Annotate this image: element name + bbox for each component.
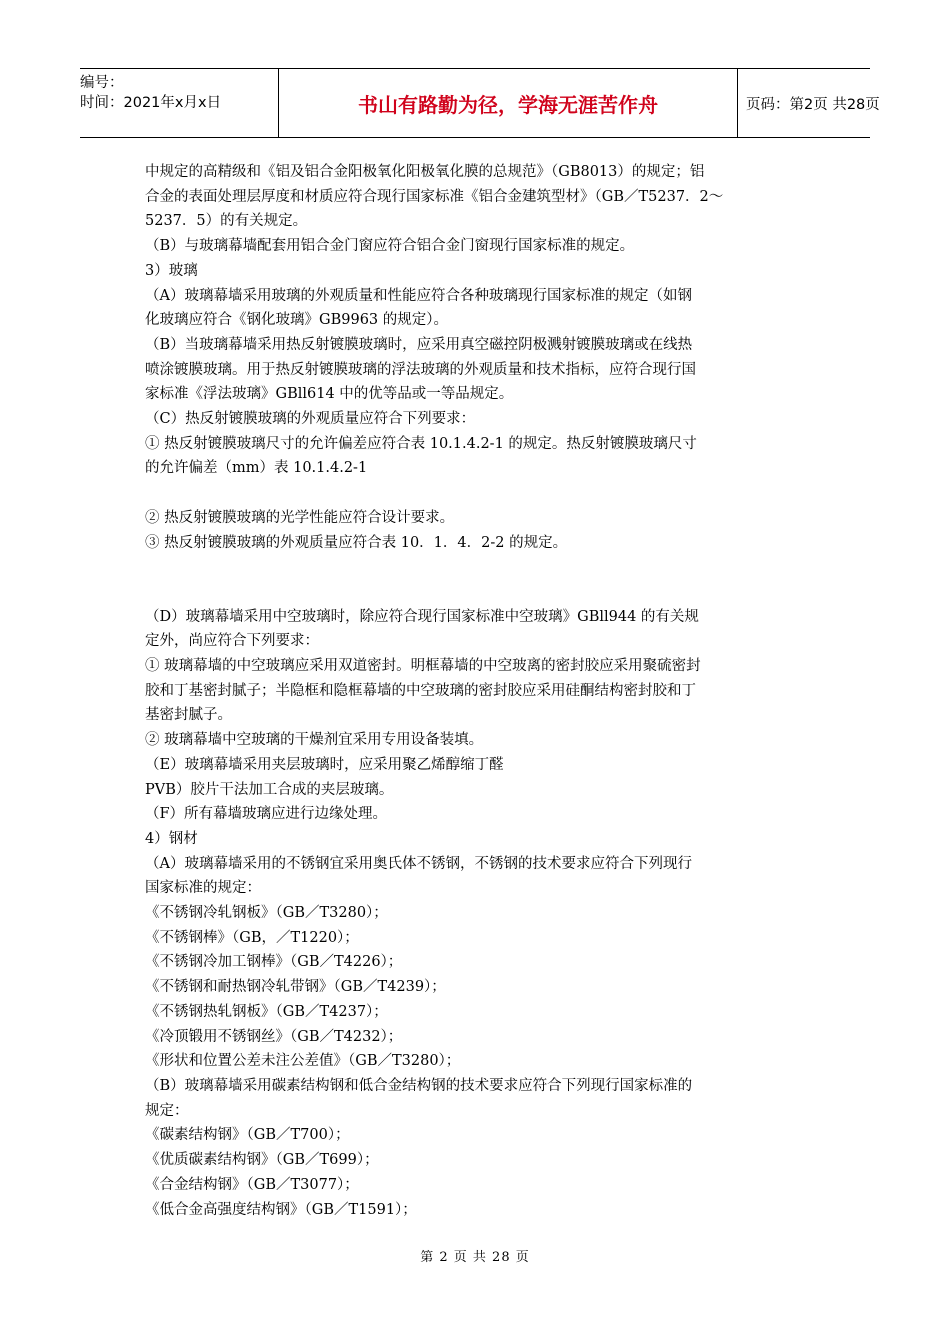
standard-list-item: 《不锈钢热轧钢板》（GB／T4237）； — [145, 1003, 388, 1020]
body-line: 基密封腻子。 — [145, 707, 232, 724]
header-time-label: 时间：2021年x月x日 — [80, 95, 222, 111]
page-header — [80, 68, 880, 138]
header-motto: 书山有路勤为径，学海无涯苦作舟 — [278, 69, 738, 137]
header-page-label: 页码：第2页 共28页 — [746, 96, 880, 113]
body-line: （B）与玻璃幕墙配套用铝合金门窗应符合铝合金门窗现行国家标准的规定。 — [145, 238, 635, 255]
body-line: （C）热反射镀膜玻璃的外观质量应符合下列要求： — [145, 411, 476, 428]
body-line: （B）当玻璃幕墙采用热反射镀膜玻璃时，应采用真空磁控阴极溅射镀膜玻璃或在线热 — [145, 336, 693, 353]
body-line: ③ 热反射镀膜玻璃的外观质量应符合表 10．1．4．2-2 的规定。 — [145, 534, 568, 551]
standard-list-item: 《低合金高强度结构钢》（GB／T1591）； — [145, 1201, 417, 1218]
standard-list-item: 《不锈钢和耐热钢冷轧带钢》（GB／T4239）； — [145, 979, 446, 996]
blank-line — [145, 481, 825, 506]
header-number-label: 编号： — [80, 75, 124, 91]
body-line: 定外，尚应符合下列要求： — [145, 633, 319, 650]
body-line: 的允许偏差（mm）表 10.1.4.2-1 — [145, 460, 368, 477]
body-line: 胶和丁基密封腻子；半隐框和隐框幕墙的中空玻璃的密封胶应采用硅酮结构密封胶和丁 — [145, 682, 696, 699]
body-line: 国家标准的规定： — [145, 880, 261, 897]
body-line: （E）玻璃幕墙采用夹层玻璃时，应采用聚乙烯醇缩丁醛 — [145, 756, 504, 773]
body-line: 喷涂镀膜玻璃。用于热反射镀膜玻璃的浮法玻璃的外观质量和技术指标，应符合现行国 — [145, 361, 696, 378]
body-line: （B）玻璃幕墙采用碳素结构钢和低合金结构钢的技术要求应符合下列现行国家标准的 — [145, 1077, 693, 1094]
body-line: 家标准《浮法玻璃》GBll614 中的优等品或一等品规定。 — [145, 386, 514, 403]
standard-list-item: 《不锈钢冷轧钢板》（GB／T3280）； — [145, 905, 388, 922]
body-line: 合金的表面处理层厚度和材质应符合现行国家标准《铝合金建筑型材》（GB／T5237．2～ — [145, 188, 724, 205]
standard-list-item: 《不锈钢冷加工钢棒》（GB／T4226）； — [145, 954, 403, 971]
page-footer: 第 2 页 共 28 页 — [420, 1250, 530, 1265]
body-line: （A）玻璃幕墙采用玻璃的外观质量和性能应符合各种玻璃现行国家标准的规定（如钢 — [145, 287, 692, 304]
standard-list-item: 《不锈钢棒》（GB，／T1220）； — [145, 929, 359, 946]
body-line: PVB）胶片干法加工合成的夹层玻璃。 — [145, 781, 394, 798]
document-body — [145, 160, 825, 1222]
standard-list-item: 《合金结构钢》（GB／T3077）； — [145, 1176, 359, 1193]
body-line: ② 热反射镀膜玻璃的光学性能应符合设计要求。 — [145, 509, 455, 526]
standard-list-item: 《碳素结构钢》（GB／T700）； — [145, 1127, 350, 1144]
body-line: 规定： — [145, 1102, 189, 1119]
standard-list-item: 《形状和位置公差未注公差值》（GB／T3280）； — [145, 1053, 461, 1070]
body-line: （F）所有幕墙玻璃应进行边缘处理。 — [145, 806, 388, 823]
body-line: ① 热反射镀膜玻璃尺寸的允许偏差应符合表 10.1.4.2-1 的规定。热反射镀膜玻璃尺寸 — [145, 435, 697, 452]
standard-list-item: 《冷顶锻用不锈钢丝》（GB／T4232）； — [145, 1028, 403, 1045]
blank-space — [145, 555, 825, 604]
body-line: 中规定的高精级和《铝及铝合金阳极氧化阳极氧化膜的总规范》（GB8013）的规定；铝 — [145, 164, 705, 180]
body-line: （D）玻璃幕墙采用中空玻璃时，除应符合现行国家标准中空玻璃》GBll944 的有关规 — [145, 608, 699, 625]
section-heading-steel: 4）钢材 — [145, 830, 198, 847]
body-line: 5237．5）的有关规定。 — [145, 213, 308, 230]
section-heading-glass: 3）玻璃 — [145, 262, 198, 279]
body-line: （A）玻璃幕墙采用的不锈钢宜采用奥氏体不锈钢，不锈钢的技术要求应符合下列现行 — [145, 855, 692, 872]
standard-list-item: 《优质碳素结构钢》（GB／T699）； — [145, 1152, 379, 1169]
body-line: ① 玻璃幕墙的中空玻璃应采用双道密封。明框幕墙的中空玻离的密封胶应采用聚硫密封 — [145, 658, 701, 675]
header-meta — [80, 69, 278, 137]
body-line: 化玻璃应符合《钢化玻璃》GB9963 的规定）。 — [145, 312, 448, 329]
body-line: ② 玻璃幕墙中空玻璃的干燥剂宜采用专用设备装填。 — [145, 732, 484, 749]
